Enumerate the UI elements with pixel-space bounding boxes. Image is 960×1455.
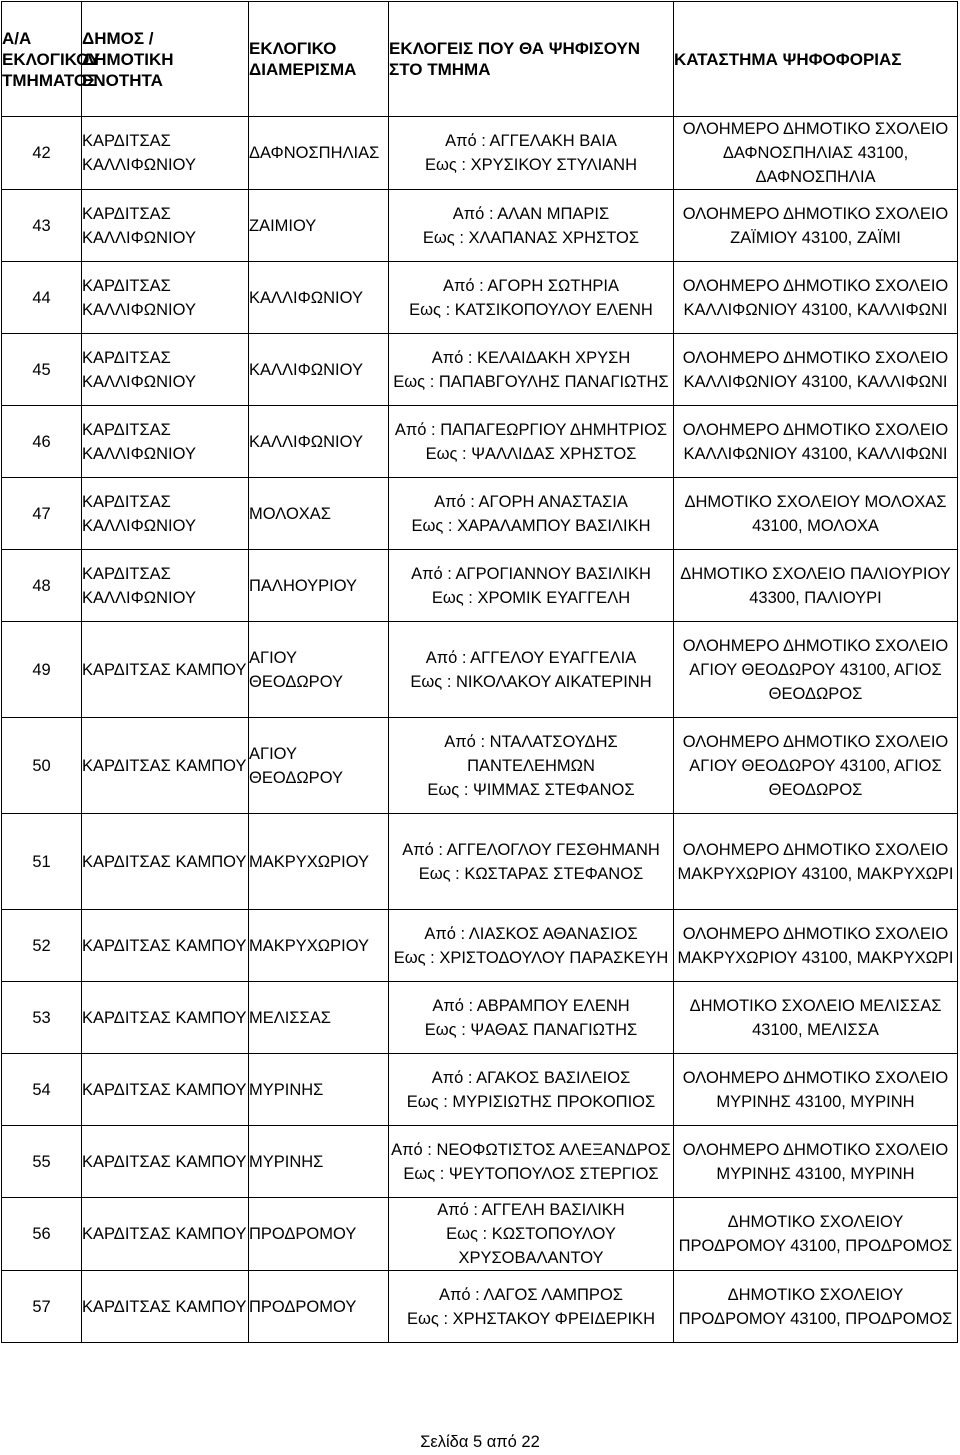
polling-station-cell: ΔΗΜΟΤΙΚΟ ΣΧΟΛΕΙΟΥ ΠΡΟΔΡΟΜΟΥ 43100, ΠΡΟΔΡΟΜΟΣ (674, 1271, 958, 1343)
table-row (2, 1126, 958, 1198)
voters-range-cell (389, 262, 674, 334)
district-cell: ΑΓΙΟΥ ΘΕΟΔΩΡΟΥ (249, 622, 389, 718)
table-row (2, 814, 958, 910)
voters-range-cell (389, 1198, 674, 1271)
district-cell: ΜΕΛΙΣΣΑΣ (249, 982, 389, 1054)
municipality-cell: ΚΑΡΔΙΤΣΑΣ ΚΑΛΛΙΦΩΝΙΟΥ (82, 334, 249, 406)
voters-to: Εως : ΨΑΘΑΣ ΠΑΝΑΓΙΩΤΗΣ (424, 1020, 638, 1039)
voters-to: Εως : ΧΡΗΣΤΑΚΟΥ ΦΡΕΙΔΕΡΙΚΗ (407, 1309, 655, 1328)
municipality-cell: ΚΑΡΔΙΤΣΑΣ ΚΑΛΛΙΦΩΝΙΟΥ (82, 478, 249, 550)
district-cell: ΜΥΡΙΝΗΣ (249, 1054, 389, 1126)
district-cell: ΚΑΛΛΙΦΩΝΙΟΥ (249, 334, 389, 406)
section-number: 54 (2, 1054, 82, 1126)
voters-range-cell (389, 1054, 674, 1126)
voters-to: Εως : ΧΡΥΣΙΚΟΥ ΣΤΥΛΙΑΝΗ (425, 156, 637, 174)
voters-from: Από : ΚΕΛΑΙΔΑΚΗ ΧΡΥΣΗ (431, 348, 631, 367)
district-cell: ΠΑΛΗΟΥΡΙΟΥ (249, 550, 389, 622)
district-cell: ΜΟΛΟΧΑΣ (249, 478, 389, 550)
table-row (2, 1198, 958, 1271)
voters-to: Εως : ΚΑΤΣΙΚΟΠΟΥΛΟΥ ΕΛΕΝΗ (409, 300, 653, 319)
section-number: 52 (2, 910, 82, 982)
polling-station-cell: ΟΛΟΗΜΕΡΟ ΔΗΜΟΤΙΚΟ ΣΧΟΛΕΙΟ ΜΥΡΙΝΗΣ 43100, ΜΥΡΙΝΗ (674, 1126, 958, 1198)
district-cell: ΚΑΛΛΙΦΩΝΙΟΥ (249, 406, 389, 478)
polling-station-cell: ΔΗΜΟΤΙΚΟ ΣΧΟΛΕΙΟ ΜΕΛΙΣΣΑΣ 43100, ΜΕΛΙΣΣΑ (674, 982, 958, 1054)
voters-range-cell (389, 550, 674, 622)
district-cell: ΠΡΟΔΡΟΜΟΥ (249, 1271, 389, 1343)
voters-range-cell (389, 1126, 674, 1198)
voters-to: Εως : ΨΑΛΛΙΔΑΣ ΧΡΗΣΤΟΣ (425, 444, 637, 463)
municipality-cell: ΚΑΡΔΙΤΣΑΣ ΚΑΛΛΙΦΩΝΙΟΥ (82, 190, 249, 262)
voters-to: Εως : ΧΑΡΑΛΑΜΠΟΥ ΒΑΣΙΛΙΚΗ (411, 516, 651, 535)
table-body (2, 117, 958, 1343)
district-cell: ΜΑΚΡΥΧΩΡΙΟΥ (249, 814, 389, 910)
table-row (2, 478, 958, 550)
municipality-cell: ΚΑΡΔΙΤΣΑΣ ΚΑΜΠΟΥ (82, 622, 249, 718)
district-cell: ΠΡΟΔΡΟΜΟΥ (249, 1198, 389, 1271)
district-cell: ΔΑΦΝΟΣΠΗΛΙΑΣ (249, 117, 389, 190)
municipality-cell: ΚΑΡΔΙΤΣΑΣ ΚΑΛΛΙΦΩΝΙΟΥ (82, 406, 249, 478)
table-row (2, 406, 958, 478)
header-polling-station: ΚΑΤΑΣΤΗΜΑ ΨΗΦΟΦΟΡΙΑΣ (674, 2, 958, 117)
voters-to: Εως : ΧΛΑΠΑΝΑΣ ΧΡΗΣΤΟΣ (422, 228, 640, 247)
district-cell: ΜΑΚΡΥΧΩΡΙΟΥ (249, 910, 389, 982)
voters-to: Εως : ΚΩΣΤΟΠΟΥΛΟΥ ΧΡΥΣΟΒΑΛΑΝΤΟΥ (446, 1225, 616, 1267)
voters-range-cell (389, 190, 674, 262)
table-row (2, 982, 958, 1054)
district-cell: ΖΑΙΜΙΟΥ (249, 190, 389, 262)
section-number: 45 (2, 334, 82, 406)
voters-range-cell (389, 814, 674, 910)
municipality-cell: ΚΑΡΔΙΤΣΑΣ ΚΑΜΠΟΥ (82, 814, 249, 910)
municipality-cell: ΚΑΡΔΙΤΣΑΣ ΚΑΛΛΙΦΩΝΙΟΥ (82, 262, 249, 334)
voters-to: Εως : ΠΑΠΑΒΓΟΥΛΗΣ ΠΑΝΑΓΙΩΤΗΣ (393, 372, 669, 391)
section-number: 55 (2, 1126, 82, 1198)
municipality-cell: ΚΑΡΔΙΤΣΑΣ ΚΑΜΠΟΥ (82, 1054, 249, 1126)
municipality-cell: ΚΑΡΔΙΤΣΑΣ ΚΑΜΠΟΥ (82, 982, 249, 1054)
table-row (2, 718, 958, 814)
voters-from: Από : ΠΑΠΑΓΕΩΡΓΙΟΥ ΔΗΜΗΤΡΙΟΣ (394, 420, 668, 439)
section-number: 44 (2, 262, 82, 334)
section-number: 43 (2, 190, 82, 262)
municipality-cell: ΚΑΡΔΙΤΣΑΣ ΚΑΜΠΟΥ (82, 1271, 249, 1343)
polling-station-cell: ΟΛΟΗΜΕΡΟ ΔΗΜΟΤΙΚΟ ΣΧΟΛΕΙΟ ΔΑΦΝΟΣΠΗΛΙΑΣ 43100, ΔΑΦΝΟΣΠΗΛΙΑ (674, 117, 958, 190)
voters-from: Από : ΛΑΓΟΣ ΛΑΜΠΡΟΣ (439, 1285, 623, 1304)
voters-range-cell (389, 1271, 674, 1343)
voters-from: Από : ΑΓΡΟΓΙΑΝΝΟΥ ΒΑΣΙΛΙΚΗ (411, 564, 651, 583)
polling-station-cell: ΟΛΟΗΜΕΡΟ ΔΗΜΟΤΙΚΟ ΣΧΟΛΕΙΟ ΚΑΛΛΙΦΩΝΙΟΥ 43100, ΚΑΛΛΙΦΩΝΙ (674, 406, 958, 478)
district-cell: ΜΥΡΙΝΗΣ (249, 1126, 389, 1198)
voters-range-cell (389, 982, 674, 1054)
voters-to: Εως : ΧΡΙΣΤΟΔΟΥΛΟΥ ΠΑΡΑΣΚΕΥΗ (393, 948, 669, 967)
district-cell: ΑΓΙΟΥ ΘΕΟΔΩΡΟΥ (249, 718, 389, 814)
voters-from: Από : ΑΓΓΕΛΑΚΗ ΒΑΙΑ (445, 132, 617, 150)
table-row (2, 550, 958, 622)
voters-to: Εως : ΨΙΜΜΑΣ ΣΤΕΦΑΝΟΣ (427, 780, 635, 799)
voters-range-cell (389, 117, 674, 190)
polling-station-cell: ΟΛΟΗΜΕΡΟ ΔΗΜΟΤΙΚΟ ΣΧΟΛΕΙΟ ΚΑΛΛΙΦΩΝΙΟΥ 43100, ΚΑΛΛΙΦΩΝΙ (674, 262, 958, 334)
section-number: 46 (2, 406, 82, 478)
municipality-cell: ΚΑΡΔΙΤΣΑΣ ΚΑΜΠΟΥ (82, 1198, 249, 1271)
section-number: 56 (2, 1198, 82, 1271)
table-row (2, 117, 958, 190)
polling-station-cell: ΟΛΟΗΜΕΡΟ ΔΗΜΟΤΙΚΟ ΣΧΟΛΕΙΟ ΑΓΙΟΥ ΘΕΟΔΩΡΟΥ 43100, ΑΓΙΟΣ ΘΕΟΔΩΡΟΣ (674, 622, 958, 718)
section-number: 50 (2, 718, 82, 814)
voters-to: Εως : ΚΩΣΤΑΡΑΣ ΣΤΕΦΑΝΟΣ (418, 864, 644, 883)
polling-station-cell: ΔΗΜΟΤΙΚΟ ΣΧΟΛΕΙΟΥ ΜΟΛΟΧΑΣ 43100, ΜΟΛΟΧΑ (674, 478, 958, 550)
voters-to: Εως : ΜΥΡΙΣΙΩΤΗΣ ΠΡΟΚΟΠΙΟΣ (406, 1092, 656, 1111)
table-header-row (2, 2, 958, 117)
table-row (2, 1271, 958, 1343)
voters-from: Από : ΑΛΑΝ ΜΠΑΡΙΣ (452, 204, 610, 223)
table-row (2, 262, 958, 334)
polling-station-cell: ΟΛΟΗΜΕΡΟ ΔΗΜΟΤΙΚΟ ΣΧΟΛΕΙΟ ΜΥΡΙΝΗΣ 43100, ΜΥΡΙΝΗ (674, 1054, 958, 1126)
polling-station-cell: ΟΛΟΗΜΕΡΟ ΔΗΜΟΤΙΚΟ ΣΧΟΛΕΙΟ ΜΑΚΡΥΧΩΡΙΟΥ 43100, ΜΑΚΡΥΧΩΡΙ (674, 814, 958, 910)
voters-from: Από : ΝΤΑΛΑΤΣΟΥΔΗΣ ΠΑΝΤΕΛΕΗΜΩΝ (444, 732, 618, 775)
voters-range-cell (389, 718, 674, 814)
voters-from: Από : ΝΕΟΦΩΤΙΣΤΟΣ ΑΛΕΞΑΝΔΡΟΣ (391, 1140, 671, 1159)
voters-to: Εως : ΧΡΟΜΙΚ ΕΥΑΓΓΕΛΗ (431, 588, 631, 607)
header-electoral-district: ΕΚΛΟΓΙΚΟ ΔΙΑΜΕΡΙΣΜΑ (249, 2, 389, 117)
table-row (2, 910, 958, 982)
voters-from: Από : ΑΓΓΕΛΟΓΛΟΥ ΓΕΣΘΗΜΑΝΗ (402, 840, 660, 859)
municipality-cell: ΚΑΡΔΙΤΣΑΣ ΚΑΛΛΙΦΩΝΙΟΥ (82, 550, 249, 622)
polling-stations-table (1, 1, 958, 1343)
voters-range-cell (389, 622, 674, 718)
voters-from: Από : ΑΓΟΡΗ ΑΝΑΣΤΑΣΙΑ (434, 492, 628, 511)
voters-from: Από : ΑΓΓΕΛΟΥ ΕΥΑΓΓΕΛΙΑ (425, 648, 637, 667)
page-number: Σελίδα 5 από 22 (420, 1433, 540, 1451)
section-number: 48 (2, 550, 82, 622)
voters-from: Από : ΑΓΓΕΛΗ ΒΑΣΙΛΙΚΗ (437, 1201, 625, 1219)
voters-range-cell (389, 910, 674, 982)
voters-from: Από : ΑΓΑΚΟΣ ΒΑΣΙΛΕΙΟΣ (431, 1068, 631, 1087)
section-number: 51 (2, 814, 82, 910)
voters-from: Από : ΑΓΟΡΗ ΣΩΤΗΡΙΑ (443, 276, 619, 295)
section-number: 42 (2, 117, 82, 190)
section-number: 53 (2, 982, 82, 1054)
municipality-cell: ΚΑΡΔΙΤΣΑΣ ΚΑΜΠΟΥ (82, 910, 249, 982)
voters-from: Από : ΑΒΡΑΜΠΟΥ ΕΛΕΝΗ (432, 996, 630, 1015)
section-number: 49 (2, 622, 82, 718)
voters-range-cell (389, 334, 674, 406)
polling-station-cell: ΔΗΜΟΤΙΚΟ ΣΧΟΛΕΙΟΥ ΠΡΟΔΡΟΜΟΥ 43100, ΠΡΟΔΡΟΜΟΣ (674, 1198, 958, 1271)
header-municipality: ΔΗΜΟΣ / ΔΗΜΟΤΙΚΗ ΕΝΟΤΗΤΑ (82, 2, 249, 117)
table-row (2, 334, 958, 406)
section-number: 57 (2, 1271, 82, 1343)
table-row (2, 622, 958, 718)
municipality-cell: ΚΑΡΔΙΤΣΑΣ ΚΑΜΠΟΥ (82, 718, 249, 814)
polling-station-cell: ΔΗΜΟΤΙΚΟ ΣΧΟΛΕΙΟ ΠΑΛΙΟΥΡΙΟΥ 43300, ΠΑΛΙΟΥΡΙ (674, 550, 958, 622)
municipality-cell: ΚΑΡΔΙΤΣΑΣ ΚΑΛΛΙΦΩΝΙΟΥ (82, 117, 249, 190)
voters-range-cell (389, 478, 674, 550)
header-section-number: Α/Α ΕΚΛΟΓΙΚΟΥ ΤΜΗΜΑΤΟΣ (2, 2, 82, 117)
polling-station-cell: ΟΛΟΗΜΕΡΟ ΔΗΜΟΤΙΚΟ ΣΧΟΛΕΙΟ ΚΑΛΛΙΦΩΝΙΟΥ 43100, ΚΑΛΛΙΦΩΝΙ (674, 334, 958, 406)
voters-to: Εως : ΨΕΥΤΟΠΟΥΛΟΣ ΣΤΕΡΓΙΟΣ (403, 1164, 659, 1183)
district-cell: ΚΑΛΛΙΦΩΝΙΟΥ (249, 262, 389, 334)
table-row (2, 190, 958, 262)
voters-from: Από : ΛΙΑΣΚΟΣ ΑΘΑΝΑΣΙΟΣ (424, 924, 638, 943)
polling-station-cell: ΟΛΟΗΜΕΡΟ ΔΗΜΟΤΙΚΟ ΣΧΟΛΕΙΟ ΜΑΚΡΥΧΩΡΙΟΥ 43100, ΜΑΚΡΥΧΩΡΙ (674, 910, 958, 982)
voters-range-cell (389, 406, 674, 478)
polling-station-cell: ΟΛΟΗΜΕΡΟ ΔΗΜΟΤΙΚΟ ΣΧΟΛΕΙΟ ΖΑΪΜΙΟΥ 43100, ΖΑΪΜΙ (674, 190, 958, 262)
table-row (2, 1054, 958, 1126)
municipality-cell: ΚΑΡΔΙΤΣΑΣ ΚΑΜΠΟΥ (82, 1126, 249, 1198)
section-number: 47 (2, 478, 82, 550)
voters-to: Εως : ΝΙΚΟΛΑΚΟΥ ΑΙΚΑΤΕΡΙΝΗ (410, 672, 652, 691)
polling-station-cell: ΟΛΟΗΜΕΡΟ ΔΗΜΟΤΙΚΟ ΣΧΟΛΕΙΟ ΑΓΙΟΥ ΘΕΟΔΩΡΟΥ 43100, ΑΓΙΟΣ ΘΕΟΔΩΡΟΣ (674, 718, 958, 814)
header-voters-range: ΕΚΛΟΓΕΙΣ ΠΟΥ ΘΑ ΨΗΦΙΣΟΥΝ ΣΤΟ ΤΜΗΜΑ (389, 2, 674, 117)
